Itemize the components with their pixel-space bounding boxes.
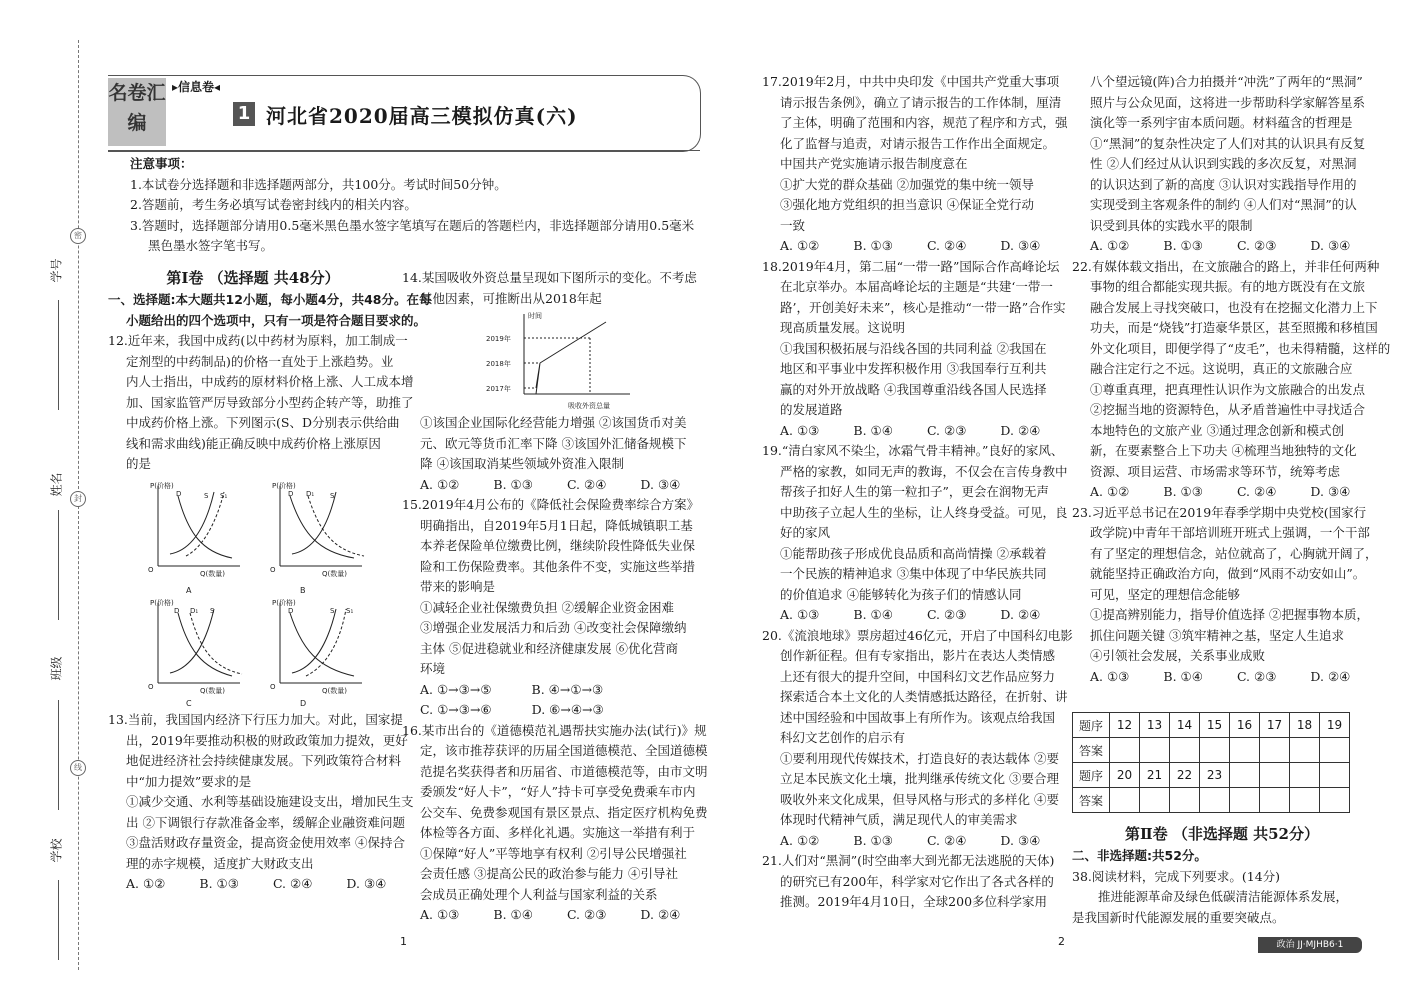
q23-line: 政学院)中青年干部培训班开班式上强调，一个干部: [1090, 525, 1370, 540]
q21-line: 推测。2019年4月10日，全球200多位科学家用: [780, 894, 1048, 909]
q14-item-line: 元、欧元等货币汇率下降 ③该国外汇储备规模下: [420, 435, 687, 451]
q16-options: [402, 905, 702, 926]
student-id-label: 学号: [49, 258, 64, 283]
seal-mark-2: 封: [70, 491, 86, 507]
q23-line: 有了坚定的理想信念，站位就高了，心胸就开阔了，: [1090, 545, 1378, 561]
answer-table-row: [1073, 738, 1350, 763]
q16-option-d[interactable]: D. ②④: [640, 907, 681, 922]
name-field[interactable]: [58, 510, 59, 620]
q17-line: 中国共产党实施请示报告制度意在: [780, 156, 968, 171]
q19-option-a[interactable]: A. ①③: [780, 607, 820, 622]
q13-line: ③盘活财政存量资金，提高资金使用效率 ④保持合: [126, 835, 405, 850]
q12-line: 加、国家监管严厉导致部分小型药企转产等，助推了: [126, 394, 414, 410]
q12-line: 的是: [126, 456, 152, 471]
section-1-instr: 一、选择题:本大题共12小题，每小题4分，共48分。在每: [108, 292, 432, 307]
q13-line: 中“加力提效”要求的是: [126, 773, 252, 789]
q13-option-b[interactable]: B. ①③: [199, 876, 239, 891]
q23-line: ④引领社会发展，关系事业成败: [1090, 648, 1266, 663]
notice-line: 3.答题时，选择题部分请用0.5毫米黑色墨水签字笔填写在题后的答题栏内，非选择题部分请用0.5毫米: [130, 217, 695, 233]
q23-line: 就能坚持正确政治方向，做到“风雨不动安如山”。: [1090, 566, 1366, 581]
q14-option-c[interactable]: C. ②④: [566, 476, 607, 492]
graph-a-origin: O: [148, 566, 154, 574]
q14-y-label: 时间: [528, 312, 542, 320]
table-cell: 14: [1170, 713, 1200, 738]
q14-options: [402, 475, 702, 496]
table-cell: 答案: [1073, 738, 1110, 763]
q21-cont-line: 实现受到主客观条件的制约 ④人们对“黑洞”的认: [1090, 197, 1357, 212]
q17-line: 17.2019年2月，中共中央印发《中国共产党重大事项: [762, 74, 1060, 89]
graph-b-s: S: [330, 492, 335, 500]
graph-a-s: S: [204, 492, 209, 500]
q12-line: 定剂型的中药制品)的价格一直处于上涨趋势。业: [126, 353, 394, 369]
answer-cell: [1230, 788, 1260, 813]
table-cell: 答案: [1073, 788, 1110, 813]
q22-line: 融合发展上寻找突破口，也没有在挖掘文化潜力上下: [1090, 299, 1378, 315]
q16-line: 16.某市出台的《道德模范礼遇帮扶实施办法(试行)》规: [402, 722, 707, 738]
q23-line: ①提高辨别能力，指导价值选择 ②把握事物本质，: [1090, 607, 1369, 622]
column-3: [762, 72, 1073, 913]
q21-cont-line: 的认识达到了新的高度 ③认识对实践指导作用的: [1090, 176, 1357, 192]
q13-block: [108, 710, 414, 895]
q12-line: 12.近年来，我国中成药(以中药材为原料，加工制成一: [108, 333, 408, 348]
answer-cell: [1320, 788, 1350, 813]
q17-options: [762, 236, 1062, 257]
q15-line: 明确指出，自2019年5月1日起，降低城镇职工基: [420, 517, 693, 533]
answer-table-row: [1073, 788, 1350, 813]
paper-title: 河北省2020届高三模拟仿真(六): [266, 104, 578, 128]
table-cell: 15: [1200, 713, 1230, 738]
q18-option-b[interactable]: B. ①④: [853, 422, 893, 438]
student-id-field[interactable]: [58, 300, 59, 410]
table-cell: 19: [1320, 713, 1350, 738]
q23-line: 可见，坚定的理想信念能够: [1090, 586, 1241, 602]
graph-a-s1: S₁: [220, 492, 228, 500]
graph-d-d: D: [288, 607, 294, 615]
q16-line: 会成员正确处理个人利益与国家利益的关系: [420, 886, 658, 902]
page-number-2: 2: [1058, 935, 1065, 948]
table-cell: 题序: [1073, 763, 1110, 788]
q18-line: 18.2019年4月，第二届“一带一路”国际合作高峰论坛: [762, 258, 1060, 274]
q20-option-d[interactable]: D. ③④: [1000, 832, 1041, 848]
q18-line: 的发展道路: [780, 402, 843, 417]
table-cell: 23: [1200, 763, 1230, 788]
graph-b-name: B: [300, 586, 306, 595]
section-2: [1072, 822, 1372, 928]
q21-cont-line: ①“黑洞”的复杂性决定了人们对其的认识具有反复: [1090, 135, 1366, 151]
q17-line: 一致: [780, 217, 806, 233]
q20-option-a[interactable]: A. ①②: [780, 832, 820, 848]
q14-line: 其他因素，可推断出从2018年起: [420, 290, 602, 306]
page-number-1: 1: [400, 935, 407, 948]
graph-d-origin: O: [270, 683, 276, 691]
q16-option-b[interactable]: B. ①④: [493, 907, 533, 922]
q14-chart: [480, 308, 640, 413]
q21-cont-line: 八个望远镜(阵)合力拍摄并“冲洗”了两年的“黑洞”: [1090, 74, 1363, 89]
q15-line: 险和工伤保险费率。其他条件不变，实施这些举措: [420, 558, 696, 574]
q20-line: 吸收外来文化成果，但导风格与形式的多样化 ④要: [780, 791, 1059, 807]
q16-line: ①保障“好人”平等地享有权利 ②引导公民增强社: [420, 845, 687, 861]
q18-line: 地区和平事业中发挥积极作用 ③我国奉行互利共: [780, 361, 1047, 376]
table-cell: 17: [1260, 713, 1290, 738]
graph-d-name: D: [300, 699, 307, 708]
notice-heading: 注意事项：: [130, 156, 193, 171]
graph-b-p-label: P(价格): [272, 482, 296, 490]
graph-a-p-label: P(价格): [150, 482, 174, 490]
q13-line: 地促进经济社会持续健康发展。下列政策符合材料: [126, 753, 402, 768]
q23-line: 23.习近平总书记在2019年春季学期中央党校(国家行: [1072, 504, 1367, 520]
q13-line: 出 ②下调银行存款准备金率，缓解企业融资难问题: [126, 814, 405, 830]
table-cell: 12: [1110, 713, 1140, 738]
notice-block: [130, 154, 694, 257]
q17-option-b[interactable]: B. ①③: [853, 238, 893, 253]
brand-logo: 名卷汇编: [108, 78, 166, 146]
q15-option-d[interactable]: D. ⑥→④→③: [531, 702, 604, 717]
graph-b-q-label: Q(数量): [322, 570, 347, 578]
q19-line: 的价值追求 ④能够转化为孩子们的情感认同: [780, 586, 1022, 602]
q20-line: 20.《流浪地球》票房超过46亿元，开启了中国科幻电影: [762, 627, 1073, 643]
graph-b-origin: O: [270, 566, 276, 574]
q14-item-line: ①该国企业国际化经营能力增强 ②该国货币对美: [420, 415, 687, 430]
q19-line: 帮孩子扣好人生的第一粒扣子”，更会在润物无声: [780, 484, 1049, 499]
q23-line: 抓住问题关键 ③筑牢精神之基，坚定人生追求: [1090, 627, 1344, 643]
q15-options-row1: [402, 680, 702, 701]
answer-table-row: [1073, 713, 1350, 738]
q19-line: 严格的家教，如同无声的教诲，不仅会在言传身教中: [780, 463, 1068, 479]
paper-number: 1: [233, 102, 255, 126]
q21-line: 21.人们对“黑洞”(时空曲率大到光都无法逃脱的天体): [762, 853, 1055, 868]
q23-options: [1072, 667, 1372, 688]
table-cell: [1260, 763, 1290, 788]
q21-option-b[interactable]: B. ①③: [1163, 238, 1203, 253]
q20-line: 体现时代精神气质，满足现代人的审美需求: [780, 812, 1018, 827]
q23-option-a[interactable]: A. ①③: [1090, 668, 1130, 684]
school-label: 学校: [49, 838, 64, 863]
table-cell: [1320, 763, 1350, 788]
q14-option-b[interactable]: B. ①③: [493, 476, 533, 492]
q22-line: 外文化项目，即便学得了“皮毛”，也未得精髓，这样的: [1090, 340, 1391, 356]
q18-option-a[interactable]: A. ①③: [780, 422, 820, 438]
q12-graphs: [140, 478, 380, 708]
q22-option-a[interactable]: A. ①②: [1090, 484, 1130, 499]
table-cell: 21: [1140, 763, 1170, 788]
q20-line: 立足本民族文化土壤，批判继承传统文化 ③要合理: [780, 771, 1059, 786]
q14-tick-2018: 2018年: [486, 360, 511, 368]
q38-material-line: 推进能源革命及绿色低碳清洁能源体系发展，: [1098, 889, 1349, 904]
q17-line: ①扩大党的群众基础 ②加强党的集中统一领导: [780, 176, 1034, 192]
q17-line: 请示报告条例》，确立了请示报告的工作体制，厘清: [780, 94, 1062, 110]
table-cell: 13: [1140, 713, 1170, 738]
q20-option-c[interactable]: C. ②④: [926, 832, 967, 848]
q14-item-line: 降 ④该国取消某些领域外资准入限制: [420, 456, 624, 471]
q17-option-a[interactable]: A. ①②: [780, 238, 820, 253]
q13-line: 理的赤字规模，适度扩大财政支出: [126, 855, 314, 871]
q19-option-c[interactable]: C. ②③: [926, 607, 967, 622]
q16-line: 公交车、免费参观国有景区景点、指定医疗机构免费: [420, 804, 708, 820]
answer-cell[interactable]: [1290, 738, 1320, 763]
q16-line: 委颁发“好人卡”，“好人”持卡可享受免费乘车市内: [420, 784, 696, 799]
q18-line: 现高质量发展。这说明: [780, 320, 906, 335]
answer-cell[interactable]: [1140, 738, 1170, 763]
q16-line: 定，该市推荐获评的历届全国道德模范、全国道德模: [420, 743, 708, 758]
graph-b-d1: D₁: [306, 490, 315, 498]
q18-option-d[interactable]: D. ②④: [1000, 422, 1041, 438]
graph-c-p-label: P(价格): [150, 599, 174, 607]
q18-line: 路’，开创美好未来”，核心是推动“一带一路”合作实: [780, 299, 1066, 315]
q19-line: 中助孩子立起人生的坐标，让人终身受益。可见，良: [780, 504, 1068, 520]
q14-option-d[interactable]: D. ③④: [640, 476, 681, 492]
q22-line: ①尊重真理，把真理性认识作为文旅融合的出发点: [1090, 381, 1366, 397]
q20-line: ①要利用现代传媒技术，打造良好的表达载体 ②要: [780, 750, 1059, 766]
section-2-instr: 二、非选择题:共52分。: [1072, 848, 1207, 863]
table-cell: 16: [1230, 713, 1260, 738]
seal-mark-3: 线: [70, 760, 86, 776]
answer-cell[interactable]: [1110, 738, 1140, 763]
section-1-title: 第Ⅰ卷 （选择题 共48分）: [166, 269, 340, 287]
answer-table-row: [1073, 763, 1350, 788]
graph-a-q-label: Q(数量): [200, 570, 225, 578]
q22-line: 融合注定行之不远。这说明，真正的文旅融合应: [1090, 361, 1353, 376]
q22-option-c[interactable]: C. ②④: [1236, 484, 1277, 499]
q23-option-b[interactable]: B. ①④: [1163, 668, 1203, 684]
q20-options: [762, 831, 1062, 852]
q14-tick-2017: 2017年: [486, 385, 511, 393]
q18-line: ①我国积极拓展与沿线各国的共同利益 ②我国在: [780, 340, 1047, 356]
q16-option-c[interactable]: C. ②③: [566, 907, 607, 922]
q22-option-d[interactable]: D. ③④: [1310, 484, 1351, 499]
q21-line: 的研究已有200年，科学家对它作出了各式各样的: [780, 873, 1054, 889]
q21-options: [1072, 236, 1372, 257]
q19-option-b[interactable]: B. ①④: [853, 607, 893, 622]
q12-line: 内人士指出，中成药的原材料价格上涨、人工成本增: [126, 374, 414, 389]
graph-c-origin: O: [148, 683, 154, 691]
q21-cont-line: 识受到具体的实践水平的限制: [1090, 217, 1253, 233]
q15-line: 主体 ⑤促进稳就业和经济健康发展 ⑥优化营商: [420, 640, 678, 656]
graph-d-s: S: [330, 607, 335, 615]
q21-option-c[interactable]: C. ②③: [1236, 238, 1277, 253]
answer-cell[interactable]: [1170, 738, 1200, 763]
q15-option-a[interactable]: A. ①→③→⑤: [420, 681, 492, 697]
q38-material-line: 是我国新时代能源发展的重要突破点。: [1072, 909, 1285, 925]
q21-option-a[interactable]: A. ①②: [1090, 238, 1130, 253]
q13-option-c[interactable]: C. ②④: [272, 876, 313, 891]
q13-option-d[interactable]: D. ③④: [346, 876, 387, 891]
q17-line: 了主体，明确了范围和内容，规范了程序和方式，强: [780, 115, 1068, 130]
q12-line: 中成药价格上涨。下列图示(S、D分别表示供给曲: [126, 415, 400, 430]
notice-line: 2.答题前，考生务必填写试卷密封线内的相关内容。: [130, 197, 417, 212]
q17-line: ③强化地方党组织的担当意识 ④保证全党行动: [780, 197, 1034, 212]
q20-line: 探索适合本土文化的人类情感抵达路径，在折射、讲: [780, 689, 1068, 704]
q19-line: 一个民族的精神追求 ③集中体现了中华民族共同: [780, 566, 1047, 581]
q15-option-b[interactable]: B. ④→①→③: [531, 681, 604, 697]
class-field[interactable]: [58, 700, 59, 810]
graph-c-d1: D₁: [190, 607, 199, 615]
graph-d-s1: S₁: [346, 607, 354, 615]
section-1-instr: 小题给出的四个选项中，只有一项是符合题目要求的。: [126, 312, 427, 328]
q17-option-c[interactable]: C. ②④: [926, 238, 967, 253]
q14-x-label: 吸收外资总量: [568, 402, 610, 410]
answer-cell[interactable]: [1260, 738, 1290, 763]
class-label: 班级: [49, 656, 64, 681]
q14-options-block: [402, 413, 708, 926]
q21-cont-line: 演化等一系列宇宙本质问题。材料蕴含的哲理是: [1090, 115, 1353, 130]
q14-block: [402, 268, 702, 309]
notice-line: 黑色墨水签字笔书写。: [148, 238, 274, 253]
graph-c-q-label: Q(数量): [200, 687, 225, 695]
q22-line: 事物的组合都能实现共振。有的地方既没有在文旅: [1090, 279, 1366, 294]
q20-line: 科幻文艺创作的启示有: [780, 730, 906, 745]
q22-line: 新，在要素整合上下功夫 ④梳理当地独特的文化: [1090, 443, 1357, 458]
q22-line: 功夫，而是“烧钱”打造豪华景区，甚至照搬和移植国: [1090, 320, 1378, 335]
answer-cell[interactable]: [1140, 788, 1170, 813]
q17-line: 化了监督与追责，对请示报告工作作出全面规定。: [780, 135, 1056, 151]
table-cell: 18: [1290, 713, 1320, 738]
column-1: [108, 266, 432, 475]
answer-cell[interactable]: [1320, 738, 1350, 763]
q18-line: 赢的对外开放战略 ④我国尊重沿线各国人民选择: [780, 381, 1047, 397]
answer-cell[interactable]: [1170, 788, 1200, 813]
q22-line: 22.有媒体载文指出，在文旅融合的路上，并非任何两种: [1072, 258, 1380, 274]
answer-table: [1072, 712, 1350, 813]
q15-line: 环境: [420, 661, 446, 676]
q21-cont-line: 性 ②人们经过从认识到实践的多次反复，对黑洞: [1090, 156, 1357, 171]
q18-line: 在北京举办。本届高峰论坛的主题是“共建‘一带一: [780, 279, 1053, 294]
footer-badge: 政治 JJ·MJHB6·1: [1258, 937, 1362, 953]
q19-options: [762, 605, 1062, 626]
q15-option-c[interactable]: C. ①→③→⑥: [420, 702, 492, 717]
q16-line: 体检等各方面、多样化礼遇。实施这一举措有利于: [420, 825, 696, 840]
q20-line: 述中国经验和中国故事上有所作为。该观点给我国: [780, 709, 1056, 725]
table-cell: [1290, 763, 1320, 788]
answer-cell[interactable]: [1230, 738, 1260, 763]
table-cell: 题序: [1073, 713, 1110, 738]
q16-line: 会责任感 ③提高公民的政治参与能力 ④引导社: [420, 866, 678, 881]
graph-c-d: D: [174, 607, 180, 615]
q15-line: 本养老保险单位缴费比例，继续阶段性降低失业保: [420, 538, 696, 553]
header-rule: [108, 150, 700, 151]
q22-line: 资源、项目运营、市场需求等环节，统筹考虑: [1090, 463, 1341, 479]
table-cell: 22: [1170, 763, 1200, 788]
school-field[interactable]: [58, 880, 59, 960]
q12-line: 线和需求曲线)能正确反映中成药价格上涨原因: [126, 435, 381, 451]
q18-option-c[interactable]: C. ②③: [926, 422, 967, 438]
q22-option-b[interactable]: B. ①③: [1163, 484, 1203, 499]
graph-b-d: D: [288, 490, 294, 498]
q15-line: ①减轻企业社保缴费负担 ②缓解企业资金困难: [420, 599, 674, 615]
q23-option-d[interactable]: D. ②④: [1310, 668, 1351, 684]
answer-cell[interactable]: [1200, 738, 1230, 763]
q20-line: 创作新征程。但有专家指出，影片在表达人类情感: [780, 648, 1056, 663]
q14-line: 14.某国吸收外资总量呈现如下图所示的变化。不考虑: [402, 270, 697, 285]
q16-line: 范提名奖获得者和历届省、市道德模范等，由市文明: [420, 763, 708, 779]
q16-option-a[interactable]: A. ①③: [420, 907, 460, 922]
q22-options: [1072, 482, 1372, 503]
q20-line: 上还有很大的提升空间，中国科幻文艺作品应努力: [780, 668, 1056, 684]
answer-cell: [1260, 788, 1290, 813]
name-label: 姓名: [49, 472, 64, 497]
q13-options: [108, 874, 398, 895]
q15-line: 带来的影响是: [420, 579, 496, 594]
q13-line: 出，2019年要推动积极的财政政策加力提效，更好: [126, 732, 408, 748]
q18-options: [762, 421, 1062, 442]
q21-option-d[interactable]: D. ③④: [1310, 238, 1351, 253]
q19-line: 19.“清白家风不染尘，冰霜气骨丰精神。”良好的家风、: [762, 443, 1064, 458]
graph-d-q-label: Q(数量): [322, 687, 347, 695]
answer-cell[interactable]: [1200, 788, 1230, 813]
q23-option-c[interactable]: C. ②③: [1236, 668, 1277, 684]
table-cell: [1230, 763, 1260, 788]
q38-heading: 38.阅读材料，完成下列要求。(14分): [1072, 868, 1281, 884]
table-cell: 20: [1110, 763, 1140, 788]
q14-option-a[interactable]: A. ①②: [420, 476, 460, 492]
q13-line: 13.当前，我国国内经济下行压力加大。对此，国家提: [108, 712, 403, 727]
notice-line: 1.本试卷分选择题和非选择题两部分，共100分。考试时间50分钟。: [130, 176, 507, 192]
q19-line: 好的家风: [780, 525, 831, 540]
q22-line: ②挖掘当地的资源特色，从矛盾普遍性中寻找适合: [1090, 402, 1366, 417]
q19-option-d[interactable]: D. ②④: [1000, 607, 1041, 622]
section-2-title: 第Ⅱ卷 （非选择题 共52分）: [1125, 825, 1319, 843]
answer-cell[interactable]: [1110, 788, 1140, 813]
q14-tick-2019: 2019年: [486, 335, 511, 343]
q20-option-b[interactable]: B. ①③: [853, 832, 893, 848]
q21-cont-line: 照片与公众见面，这将进一步帮助科学家解答星系: [1090, 94, 1366, 110]
q15-line: ③增强企业发展活力和后劲 ④改变社会保障缴纳: [420, 620, 687, 635]
graph-c-s: S: [210, 607, 215, 615]
q15-options-row2: [402, 700, 702, 721]
column-4: [1072, 72, 1391, 687]
graph-c-name: C: [186, 699, 192, 708]
q13-line: ①减少交通、水利等基础设施建设支出，增加民生支: [126, 794, 414, 809]
q17-option-d[interactable]: D. ③④: [1000, 238, 1041, 253]
graph-d-p-label: P(价格): [272, 599, 296, 607]
paper-tag: ▸信息卷◂: [172, 80, 221, 94]
graph-a-name: A: [186, 586, 192, 595]
q13-option-a[interactable]: A. ①②: [126, 876, 166, 891]
q15-line: 15.2019年4月公布的《降低社会保险费率综合方案》: [402, 497, 700, 512]
graph-a-d: D: [176, 490, 182, 498]
answer-cell: [1290, 788, 1320, 813]
seal-mark-1: 密: [70, 228, 86, 244]
q22-line: 本地特色的文旅产业 ③通过理念创新和模式创: [1090, 422, 1344, 438]
q19-line: ①能帮助孩子形成优良品质和高尚情操 ②承载着: [780, 545, 1047, 561]
